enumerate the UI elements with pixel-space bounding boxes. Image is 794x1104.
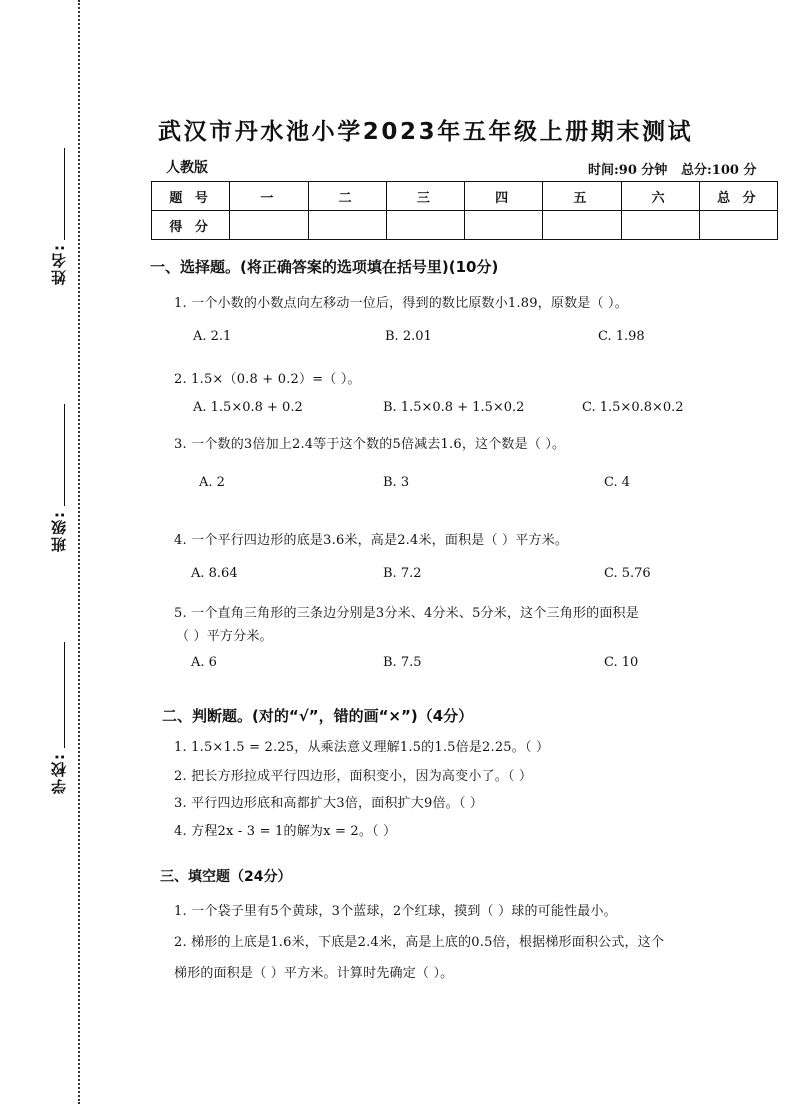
fill-question: 2. 梯形的上底是1.6米，下底是2.4米，高是上底的0.5倍，根据梯形面积公式，这个 [174,935,665,950]
option-c: C. 10 [604,655,639,670]
option-c: C. 4 [604,475,631,490]
school-line [64,642,65,748]
score-cell[interactable] [386,211,464,240]
option-c: C. 1.5×0.8×0.2 [582,400,684,415]
question-text: 1. 一个小数的小数点向左移动一位后，得到的数比原数小1.89，原数是（ ）。 [174,296,628,311]
question-text: 3. 一个数的3倍加上2.4等于这个数的5倍减去1.6，这个数是（ ）。 [174,437,566,452]
option-b: B. 3 [383,475,410,490]
score-table-header-cell: 一 [230,182,308,211]
judgment-item: 2. 把长方形拉成平行四边形，面积变小，因为高变小了。（ ） [174,769,533,784]
option-a: A. 2 [199,475,225,490]
option-b: B. 1.5×0.8 + 1.5×0.2 [383,400,525,415]
question-text-continued: （ ）平方分米。 [176,629,273,644]
fill-question: 1. 一个袋子里有5个黄球，3个蓝球，2个红球，摸到（ ）球的可能性最小。 [174,904,617,919]
option-a: A. 6 [191,655,217,670]
option-c: C. 1.98 [598,329,645,344]
class-line [64,404,65,506]
question-text: 2. 1.5×（0.8 + 0.2）=（ ）。 [174,372,361,387]
question-text: 4. 一个平行四边形的底是3.6米，高是2.4米，面积是（ ）平方米。 [174,533,569,548]
page-title: 武汉市丹水池小学2023年五年级上册期末测试 [158,119,694,145]
fold-line [78,0,80,1104]
fill-question-continued: 梯形的面积是（ ）平方米。计算时先确定（ ）。 [174,966,454,981]
option-b: B. 7.2 [383,566,422,581]
score-table [151,181,778,240]
edition-label: 人教版 [166,160,208,176]
score-cell[interactable] [308,211,386,240]
score-table-header-cell: 二 [308,182,386,211]
total-info: 总分:100 分 [681,163,757,178]
option-b: B. 7.5 [383,655,422,670]
name-label: 姓名: [50,243,68,285]
score-table-header-cell: 六 [621,182,699,211]
option-a: A. 1.5×0.8 + 0.2 [193,400,303,415]
time-score-info [588,159,756,178]
score-table-header-cell: 五 [543,182,621,211]
class-label: 班级: [50,510,68,552]
score-cell[interactable] [230,211,308,240]
time-info: 时间:90 分钟 [588,163,668,178]
score-table-header-cell: 总 分 [699,182,777,211]
section3-heading: 三、填空题（24分） [160,869,292,885]
score-cell[interactable] [543,211,621,240]
score-cell[interactable] [699,211,777,240]
score-table-header-cell: 题 号 [152,182,230,211]
option-b: B. 2.01 [385,329,432,344]
score-cell[interactable] [621,211,699,240]
score-table-header-cell: 三 [386,182,464,211]
school-label: 学校: [50,752,68,794]
judgment-item: 1. 1.5×1.5 = 2.25，从乘法意义理解1.5的1.5倍是2.25。（ ） [174,740,550,755]
score-table-score-row [152,211,778,240]
question-text: 5. 一个直角三角形的三条边分别是3分米、4分米、5分米，这个三角形的面积是 [174,606,639,621]
option-a: A. 2.1 [193,329,232,344]
option-c: C. 5.76 [604,566,651,581]
name-line [64,148,65,240]
score-table-header-cell: 四 [465,182,543,211]
score-row-label: 得 分 [152,211,230,240]
section2-heading: 二、判断题。(对的“√”，错的画“×”)（4分） [162,707,474,725]
judgment-item: 3. 平行四边形底和高都扩大3倍，面积扩大9倍。（ ） [174,796,484,811]
score-cell[interactable] [465,211,543,240]
section1-heading: 一、选择题。(将正确答案的选项填在括号里)(10分) [150,258,499,276]
judgment-item: 4. 方程2x - 3 = 1的解为x = 2。（ ） [174,824,397,839]
option-a: A. 8.64 [191,566,238,581]
score-table-header-row [152,182,778,211]
